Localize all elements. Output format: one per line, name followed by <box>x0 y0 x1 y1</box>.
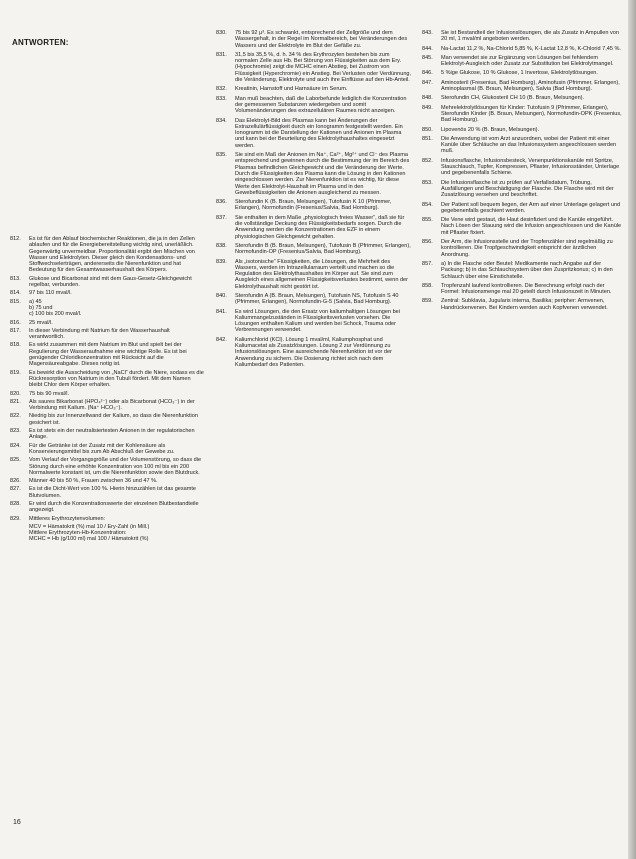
answer-text: Kreatinin, Harnstoff und Harnsäure im Serum. <box>235 86 348 93</box>
answer-number: 820. <box>10 390 21 397</box>
answer-entry <box>216 199 412 212</box>
answer-entry <box>10 320 204 326</box>
answer-number: 834. <box>216 117 227 124</box>
answer-number: 833. <box>216 95 227 102</box>
answer-number: 840. <box>216 292 227 299</box>
answer-number: 828. <box>10 500 21 507</box>
answer-number: 843. <box>422 30 433 36</box>
answer-entry <box>422 283 622 296</box>
answer-number: 845. <box>422 54 433 61</box>
answer-text: Sterofundin B (B. Braun, Melsungen), Tutofusin B (Pfrimmer, Erlangen), Normofundin-OP (Fresenius/Salvia, Bad Homburg). <box>235 242 411 256</box>
answer-number: 829. <box>10 515 21 522</box>
answer-entry <box>10 457 204 476</box>
answer-text: Es ist für den Ablauf biochemischer Reaktionen, die ja in den Zellen ablaufen und für die Energiebereitstellung wichtig sind, unerläßlich. Gegenwärtig unvermeidbar. Proportionalität ergibt den Mischen von Wasser und Elektrolyten. Dieser gleich den Kondensations- und Stoffwechselerträgen, andererseits die Nierenfunktion und hat Bedeutung für den Gesamtwasserhaushalt des Körpers. <box>29 236 195 274</box>
answer-entry <box>216 96 412 115</box>
answer-number: 825. <box>10 457 21 464</box>
answer-entry <box>10 413 204 426</box>
answer-text: Es wird Lösungen, die den Ersatz von kaliumhaltigen Lösungen bei Kaliummangelzuständen in Flüssigkeitsverlusten vorsehen. Die Lösungen enthalten Kalium und werden bei Schock, Trauma oder Verbrennungen verwendet. <box>235 308 400 334</box>
answer-text: Zentral: Subklavia, Jugularis interna, Basilika; peripher: Armvenen, Handrückenvenen. Bei Kindern werden auch Kopfvenen verwendet. <box>441 298 608 311</box>
answer-text: Männer 40 bis 50 %, Frauen zwischen 36 und 47 %. <box>29 478 158 485</box>
answer-number: 856. <box>422 239 433 246</box>
answer-entry <box>216 152 412 196</box>
answer-text: Es wirkt zusammen mit dem Natrium im Blut und spielt bei der Regulierung der Wasseraufnahme eine wichtige Rolle. Es ist bei genügender Chloridkonzentration mit Rücksicht auf die Magensäureabgabe. Dieses notig ist. <box>29 342 187 368</box>
answer-number: 848. <box>422 95 433 102</box>
answer-entry <box>216 259 412 290</box>
answer-entry <box>216 337 412 368</box>
answer-text: Sie ist Bestandteil der Infusionslösungen, die als Zusatz in Ampullen von 20 ml, 1 mval/ml angeboten werden. <box>441 30 619 43</box>
answer-text: Sie enthalten in dem Maße „physiologisch freies Wasser“, daß sie für die vollständige Deckung des Flüssigkeitsbedarfs sorgen. Durch die Anwendung werden die Konzentrationen des EZF in einem physiologischen Gleichgewicht gehalten. <box>235 214 405 240</box>
answer-text: Infusionsflasche, Infusionsbesteck, Venenpunktionskanüle mit Spritze, Stauschlauch, Tupfer, Kompressen, Pflaster, Infusionsständer, Unterlage und gegebenenfalls Schiene. <box>441 157 620 177</box>
answer-text: Das Elektrolyt-Bild des Plasmas kann bei Änderungen der Extrazellulärflüssigkeit durch ein Ionogramm festgestellt werden. Ein Ionogramm ist die Darstellung der Kationen und Anionen im Plasma und kann bei der Beurteilung des Elektrolythaushaltes eingesetzt werden. <box>235 117 403 149</box>
answer-entry <box>422 105 622 124</box>
answer-number: 835. <box>216 152 227 159</box>
answer-number: 824. <box>10 442 21 449</box>
answer-entry <box>10 428 204 441</box>
answer-text: 5 %ige Glukose, 10 % Glukose, 1 Invertose, Elektrolytlösungen. <box>441 70 598 77</box>
answer-entry <box>422 298 622 311</box>
answer-number: 817. <box>10 327 21 334</box>
answer-number: 822. <box>10 413 21 420</box>
answer-text: Die Infusionsflasche ist zu prüfen auf Verfallsdatum, Trübung, Ausfällungen und Beschädigung der Flasche. Die Flasche wird mit der Zusatzlösung versehen und beschriftet. <box>441 179 614 199</box>
answer-number: 813. <box>10 275 21 282</box>
answer-entry <box>10 328 204 341</box>
answer-entry <box>422 217 622 236</box>
formula-block <box>29 524 204 543</box>
answer-text: Aminosteril (Fresenius, Bad Homburg), Aminofusin (Pfrimmer, Erlangen), Aminoplasmal (B. Braun, Melsungen), Salvia (Bad Homburg). <box>441 79 620 93</box>
answer-entry <box>422 158 622 177</box>
answer-text: Mittleres Erythrozytenvolumen: <box>29 515 106 522</box>
answer-number: 844. <box>422 45 433 52</box>
answer-entry <box>422 80 622 93</box>
answer-entry <box>422 46 622 52</box>
answer-text: Man verwendet sie zur Ergänzung von Lösungen bei fehlendem Elektrolyt-Ausgleich oder Zusatz zur Substitution bei Elektrolytmangel. <box>441 54 614 68</box>
answer-number: 831. <box>216 51 227 58</box>
answer-text: 25 mval/l. <box>29 319 53 326</box>
page-edge-shadow <box>628 0 636 859</box>
answer-number: 830. <box>216 30 227 36</box>
answer-number: 814. <box>10 290 21 297</box>
answer-entry <box>216 118 412 149</box>
answer-text: Als saures Bikarbonat (HPO₄²⁻) oder als Bicarbonat (HCO₃⁻) in der Verbindung mit Kalium. (Na⁺ HCO₃⁻). <box>29 398 195 412</box>
answer-text: Sterofundin K (B. Braun, Melsungen), Tutofusin K 10 (Pfrimmer, Erlangen), Normofundin (Fresenius/Salvia, Bad Homburg). <box>235 199 392 212</box>
answer-text: 31,5 bis 35,5 %, d. h. 34 % des Erythrozyten bestehen bis zum normalen Zelle aus Hb. Bei Störung von Flüssigkeiten aus dem Ery. (Hypochromie) zeigt die MCHC einen Abstieg, bei Zustrom von Flüssigkeit (Hyperchromie) ein Anstieg. Bei Verlusten oder Verdünnung, die Veränderung, Elektrolyte und auch ihre Einflüsse auf den Hb-Anteil. <box>235 51 412 84</box>
answer-entry <box>216 293 412 306</box>
answer-text: 75 bis 90 mval/l. <box>29 390 70 397</box>
answer-entry <box>422 70 622 76</box>
answer-entry <box>422 30 622 43</box>
answer-number: 852. <box>422 157 433 164</box>
answer-text: 75 bis 92 µ³. Es schwankt, entsprechend der Zellgröße und dem Wassergehalt, in der Regel im Normalbereich, bei Veränderungen des Wassers und der Elektrolyte im Blut der Gefäße zu. <box>235 30 408 49</box>
answer-text: In dieser Verbindung mit Natrium für den Wasserhaushalt verantwortlich. <box>29 327 170 341</box>
column-middle <box>216 30 412 371</box>
answer-entry <box>10 391 204 397</box>
answer-number: 859. <box>422 298 433 305</box>
answer-number: 823. <box>10 428 21 435</box>
answer-text: Na-Lactat 11,2 %, Na-Chlorid 5,85 %, K-Lactat 12,8 %, K-Chlorid 7,45 %. <box>441 45 621 52</box>
answer-number: 854. <box>422 201 433 208</box>
answer-text: Die Vene wird gestaut, die Haut desinfiziert und die Kanüle eingeführt. Nach Lösen der Stauung wird die Infusion angeschlossen und die Kanüle mit Pflaster fixiert. <box>441 217 622 236</box>
answer-number: 849. <box>422 104 433 111</box>
answer-number: 816. <box>10 319 21 326</box>
formula-line: MCV = Hämatokrit (%) mal 10 / Ery-Zahl (in Mill.) <box>29 523 150 530</box>
answer-entry <box>422 95 622 101</box>
answer-text: Vom Verlauf der Vorgangsgröße und der Volumenstörung, so dass die Störung durch eine erhöhte Konzentration von 100 ml bis ein 200 Normalwerte konstant ist, um die Nierenfunktion sowie den Blutdruck. <box>29 457 202 476</box>
answer-text: Sterofundin A (B. Braun, Melsungen), Tutofusin NS, Tutofusin S 40 (Pfrimmer, Erlangen), Normofundin-G-5 (Salvia, Bad Homburg). <box>235 292 399 306</box>
answer-text: Für die Getränke ist der Zusatz mit der Kohlensäure als Konservierungsmittel bis zum Ab Abschluß der Gewebe zu. <box>29 442 175 455</box>
answer-entry <box>10 299 204 318</box>
answer-number: 851. <box>422 135 433 142</box>
answer-text: Es ist stets ein der neutralisiertesten Anionen in der regulatorischen Anlage. <box>29 428 195 441</box>
answer-entry <box>422 127 622 133</box>
answer-number: 819. <box>10 369 21 376</box>
answer-number: 855. <box>422 217 433 224</box>
answer-text: a) 45 b) 75 und c) 100 bis 200 mval/l. <box>29 298 82 318</box>
answer-entry <box>10 342 204 367</box>
answer-number: 832. <box>216 86 227 93</box>
answer-entry <box>422 202 622 215</box>
answer-entry <box>10 501 204 514</box>
answer-text: Lipovenös 20 % (B. Braun, Melsungen). <box>441 126 540 133</box>
answer-text: Der Arm, die Infusionsstelle und der Tropfenzähler sind regelmäßig zu kontrollieren. Die Tropfgeschwindigkeit entspricht der ärztlichen Anordnung. <box>441 239 613 258</box>
answer-number: 812. <box>10 236 21 242</box>
answer-entry <box>10 443 204 456</box>
formula-line: Mittlere Erythrozyten-Hb-Konzentration: <box>29 530 127 537</box>
answer-text: Glukose und Bicarbonat sind mit dem Gaus-Gesetz-Gleichgewicht regelbar, verbunden. <box>29 275 192 289</box>
answer-number: 818. <box>10 342 21 349</box>
answer-number: 838. <box>216 242 227 249</box>
answer-entry <box>216 309 412 334</box>
answer-entry <box>10 478 204 484</box>
answer-number: 850. <box>422 126 433 133</box>
answer-entry <box>216 30 412 49</box>
answer-entry <box>10 370 204 389</box>
answer-entry <box>216 215 412 240</box>
answer-text: Der Patient soll bequem liegen, der Arm auf einer Unterlage gelagert und gegebenenfalls geschient werden. <box>441 201 621 214</box>
answer-text: Als „isotonische“ Flüssigkeiten, die Lösungen, die Mehrheit des Wassers, werden im Intrazellularraum verteilt und machen so die Regulation des Elektrolythaushaltes im Körper auf. Sie sind zum Ausgleich eines allgemeinen Flüssigkeitsverlustes bestimmt, wenn der Elektrolythaushalt nicht gestört ist. <box>235 258 408 290</box>
answer-entry <box>422 55 622 68</box>
answer-text: Es bewirkt die Ausscheidung von „NaCl“ durch die Niere, sodass es die Rückresorption von Natrium in den Tubuli fördert. Mit dem Namen bleibt Chlor dem Körper erhalten. <box>29 369 204 389</box>
answer-number: 821. <box>10 398 21 405</box>
answer-entry <box>10 290 204 296</box>
answer-number: 837. <box>216 214 227 221</box>
answer-entry <box>216 86 412 92</box>
answer-text: Er wird durch die Konzentrationswerte der einzelnen Blutbestandteile angezeigt. <box>29 500 199 514</box>
answer-text: Mehrelektrolytlösungen für Kinder: Tutofusin 9 (Pfrimmer, Erlangen), Sterofundin Kinder (B. Braun, Melsungen), Normofundin-OPK (Fresenius, Bad Homburg). <box>441 104 622 124</box>
answer-number: 839. <box>216 258 227 265</box>
page-number: 16 <box>13 819 21 826</box>
answer-text: Man muß beachten, daß die Laborbefunde lediglich die Konzentration der gemessenen Substanzen wiedergeben und somit Volumenänderungen des extrazellulären Raumes nicht anzeigen. <box>235 95 407 115</box>
answer-text: Kaliumchlorid (KCl). Lösung 1 mval/ml, Kaliumphosphat und Kaliumacetat als Zusatzlösungen. Lösung 2 zur Verdünnung zu Infusionslösungen. Eine ausreichende Nierenfunktion ist vor der Anwendung zu sichern. Die Dosierung richtet sich nach dem Kaliumbedarf des Patienten. <box>235 336 392 368</box>
answer-entry <box>10 399 204 412</box>
answer-entry <box>422 239 622 258</box>
answer-text: Es ist die Dicht-Wert von 100 %. Hierin hinzuzählen ist das gesamte Blutvolumen. <box>29 486 196 499</box>
answer-number: 841. <box>216 308 227 315</box>
column-left <box>10 236 204 544</box>
answer-text: Sie sind ein Maß der Anionen im Na⁺, Ca²⁺, Mg²⁺ und Cl⁻ des Plasma entsprechend und gewinnen durch die Bestimmung der im Bereich des Plasmas befindlichen Gleichgewicht und die Veränderung der Werte. Durch die Flüssigkeiten des Plasma kann die Lösung in den Kationen eingeschlossen werden. Zur Nierenfunktion ist es wichtig, für diese Werte den Elektrolyt-Haushalt im Plasma und in den Gewebeflüssigkeiten die Anionen ausgleichend zu messen. <box>235 152 410 196</box>
answer-text: 97 bis 110 mval/l. <box>29 290 72 297</box>
answers-heading: ANTWORTEN: <box>12 38 69 47</box>
answer-entry <box>422 261 622 280</box>
answer-text: Niedrig bis zur Innenzellwand der Kalium, so dass die Nierenfunktion gesichert ist. <box>29 413 198 426</box>
formula-line: MCHC = Hb (g/100 ml) mal 100 / Hämatokrit (%) <box>29 536 149 543</box>
answer-text: Tropfenzahl laufend kontrollieren. Die Berechnung erfolgt nach der Formel: Infusionsmenge mal 20 geteilt durch Infusionszeit in Minuten. <box>441 282 612 296</box>
answer-text: Sterofundin CH, Glukosteril CH 10 (B. Braun, Melsungen). <box>441 95 585 102</box>
answer-number: 857. <box>422 260 433 267</box>
answer-number: 853. <box>422 179 433 186</box>
answer-number: 847. <box>422 79 433 86</box>
answer-entry <box>10 516 204 522</box>
answer-entry <box>10 236 204 274</box>
answer-number: 815. <box>10 298 21 305</box>
answer-entry <box>216 243 412 256</box>
answer-number: 827. <box>10 486 21 493</box>
answer-text: a) In die Flasche oder Beutel: Medikamente nach Angabe auf der Packung; b) in das Schlauchsystem über den Zuspritzkonus; c) in den Schlauch über eine Einstichstelle. <box>441 260 613 280</box>
answer-number: 846. <box>422 70 433 77</box>
answer-text: Die Anwendung ist vom Arzt anzuordnen, wobei der Patient mit einer Kanüle über Schläuche an das Infusionssystem angeschlossen werden muß. <box>441 135 617 155</box>
answer-entry <box>10 276 204 289</box>
column-right <box>422 30 622 314</box>
answer-entry <box>422 136 622 155</box>
answer-number: 842. <box>216 336 227 343</box>
answer-entry <box>422 180 622 199</box>
answer-number: 858. <box>422 282 433 289</box>
answer-entry <box>216 52 412 83</box>
answer-number: 826. <box>10 478 21 485</box>
answer-number: 836. <box>216 199 227 206</box>
answer-entry <box>10 486 204 499</box>
